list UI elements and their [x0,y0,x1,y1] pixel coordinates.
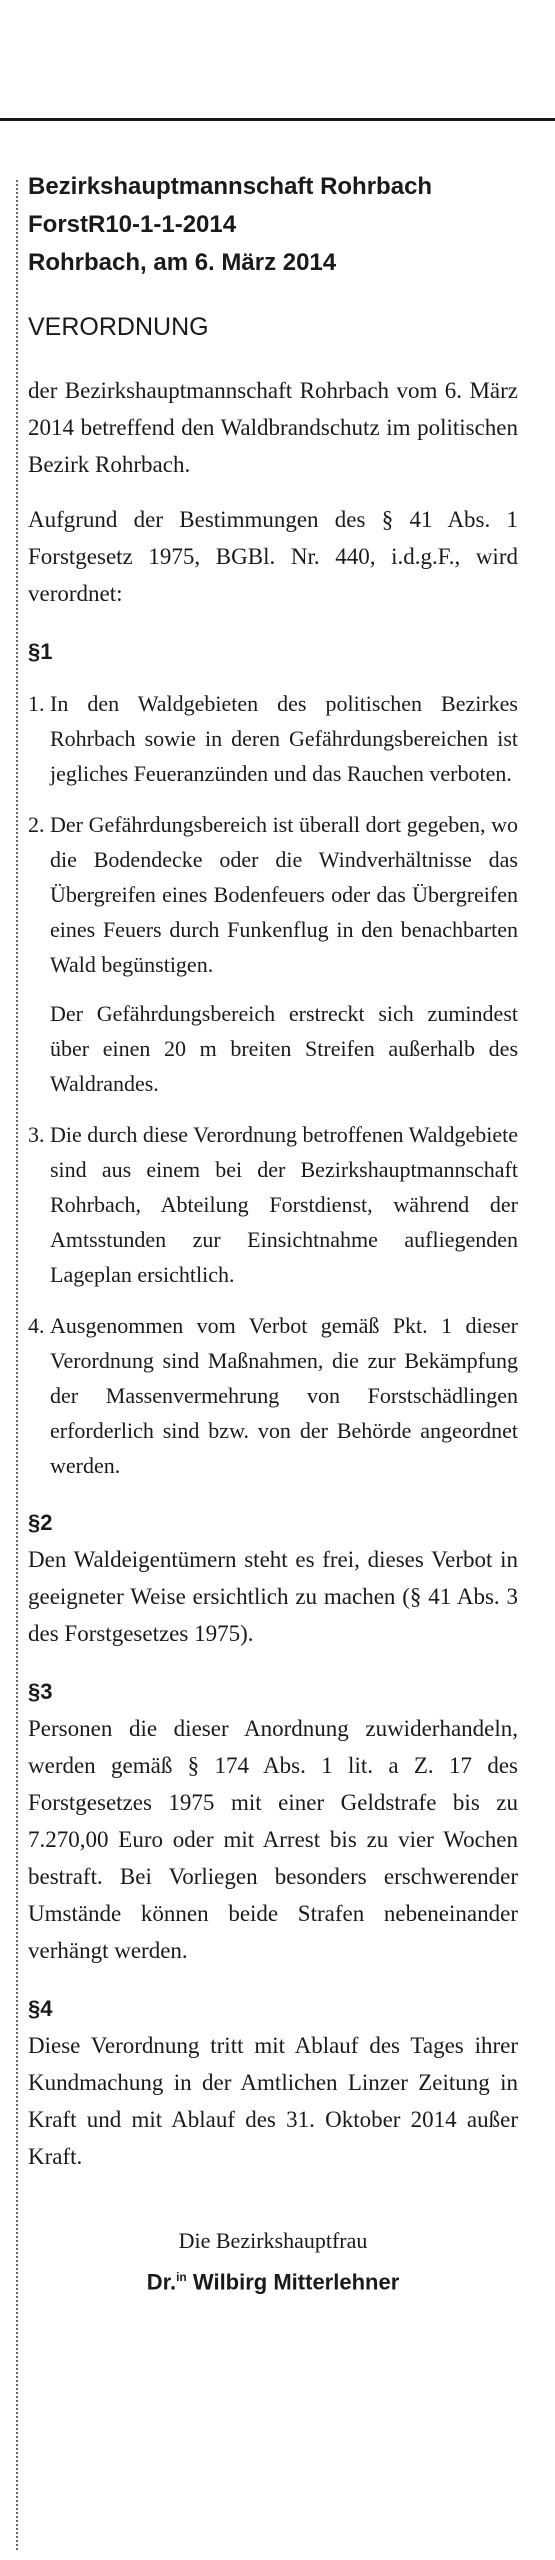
place-date: Rohrbach, am 6. März 2014 [28,249,337,276]
section-1-heading: §1 [28,639,53,664]
signature-name [28,2259,518,2300]
item-text: Ausgenommen vom Verbot gemäß Pkt. 1 dieser Verordnung sind Maßnahmen, die zur Bekämpfung der Massenvermehrung von Forstschädlingen erforderlich sind bzw. von der Behörde angeordnet werden. [50,1313,518,1478]
list-item [28,807,518,982]
authority-name: Bezirkshauptmannschaft Rohrbach [28,173,433,200]
signature-title: Die Bezirkshauptfrau [178,2228,368,2253]
section-2-text: Den Waldeigentümern steht es frei, dieses Verbot in geeigneter Weise ersichtlich zu machen (§ 41 Abs. 3 des Forstgesetzes 1975). [28,1547,518,1646]
item-text: In den Waldgebieten des politischen Bezirkes Rohrbach sowie in deren Gefährdungsbereichen ist jegliches Feueranzünden und das Rauchen verboten. [50,691,518,786]
item-number: 1. [28,691,45,716]
reference-number: ForstR10-1-1-2014 [28,211,237,238]
name-prefix: Dr. [146,2269,177,2295]
item-text: Der Gefährdungsbereich ist überall dort gegeben, wo die Bodendecke oder die Windverhältnisse das Übergreifen eines Bodenfeuers oder das Übergreifen eines Feuers durch Funkenflug in den benachbarten Wald begünstigen. [50,812,518,977]
section-4-text: Diese Verordnung tritt mit Ablauf des Tages ihrer Kundmachung in der Amtlichen Linzer Zeitung in Kraft und mit Ablauf des 31. Oktober 2014 außer Kraft. [28,2033,518,2169]
legal-basis-paragraph: Aufgrund der Bestimmungen des § 41 Abs. 1 Forstgesetz 1975, BGBl. Nr. 440, i.d.g.F., wird verordnet: [28,507,518,606]
item-number: 4. [28,1313,45,1338]
signatory-name: Wilbirg Mitterlehner [192,2269,400,2295]
section-2-heading: §2 [28,1510,53,1535]
list-item [28,1308,518,1483]
list-item [28,1117,518,1292]
list-item [28,686,518,791]
ordinance-notice [28,168,518,2300]
item-2-continuation: Der Gefährdungsbereich erstreckt sich zumindest über einen 20 m breiten Streifen außerhalb des Waldrandes. [50,1001,518,1096]
item-number: 2. [28,812,45,837]
section-3-heading: §3 [28,1679,53,1704]
intro-paragraph: der Bezirkshauptmannschaft Rohrbach vom 6. März 2014 betreffend den Waldbrandschutz im politischen Bezirk Rohrbach. [28,378,518,477]
item-number: 3. [28,1122,45,1147]
section-4-heading: §4 [28,1996,53,2021]
section-3-text: Personen die dieser Anordnung zuwiderhandeln, werden gemäß § 174 Abs. 1 lit. a Z. 17 des Forstgesetzes 1975 mit einer Geldstrafe bis zu 7.270,00 Euro oder mit Arrest bis zu vier Wochen bestraft. Bei Vorliegen besonders erschwerender Umstände können beide Strafen nebeneinander verhängt werden. [28,1716,518,1963]
name-prefix-superscript: in [176,2270,187,2284]
item-text: Die durch diese Verordnung betroffenen Waldgebiete sind aus einem bei der Bezirkshauptmannschaft Rohrbach, Abteilung Forstdienst, während der Amtsstunden zur Einsichtnahme aufliegenden Lageplan ersichtlich. [50,1122,519,1287]
top-rule [0,118,555,121]
document-type: VERORDNUNG [28,313,209,341]
dotted-margin-rule [16,180,18,2550]
